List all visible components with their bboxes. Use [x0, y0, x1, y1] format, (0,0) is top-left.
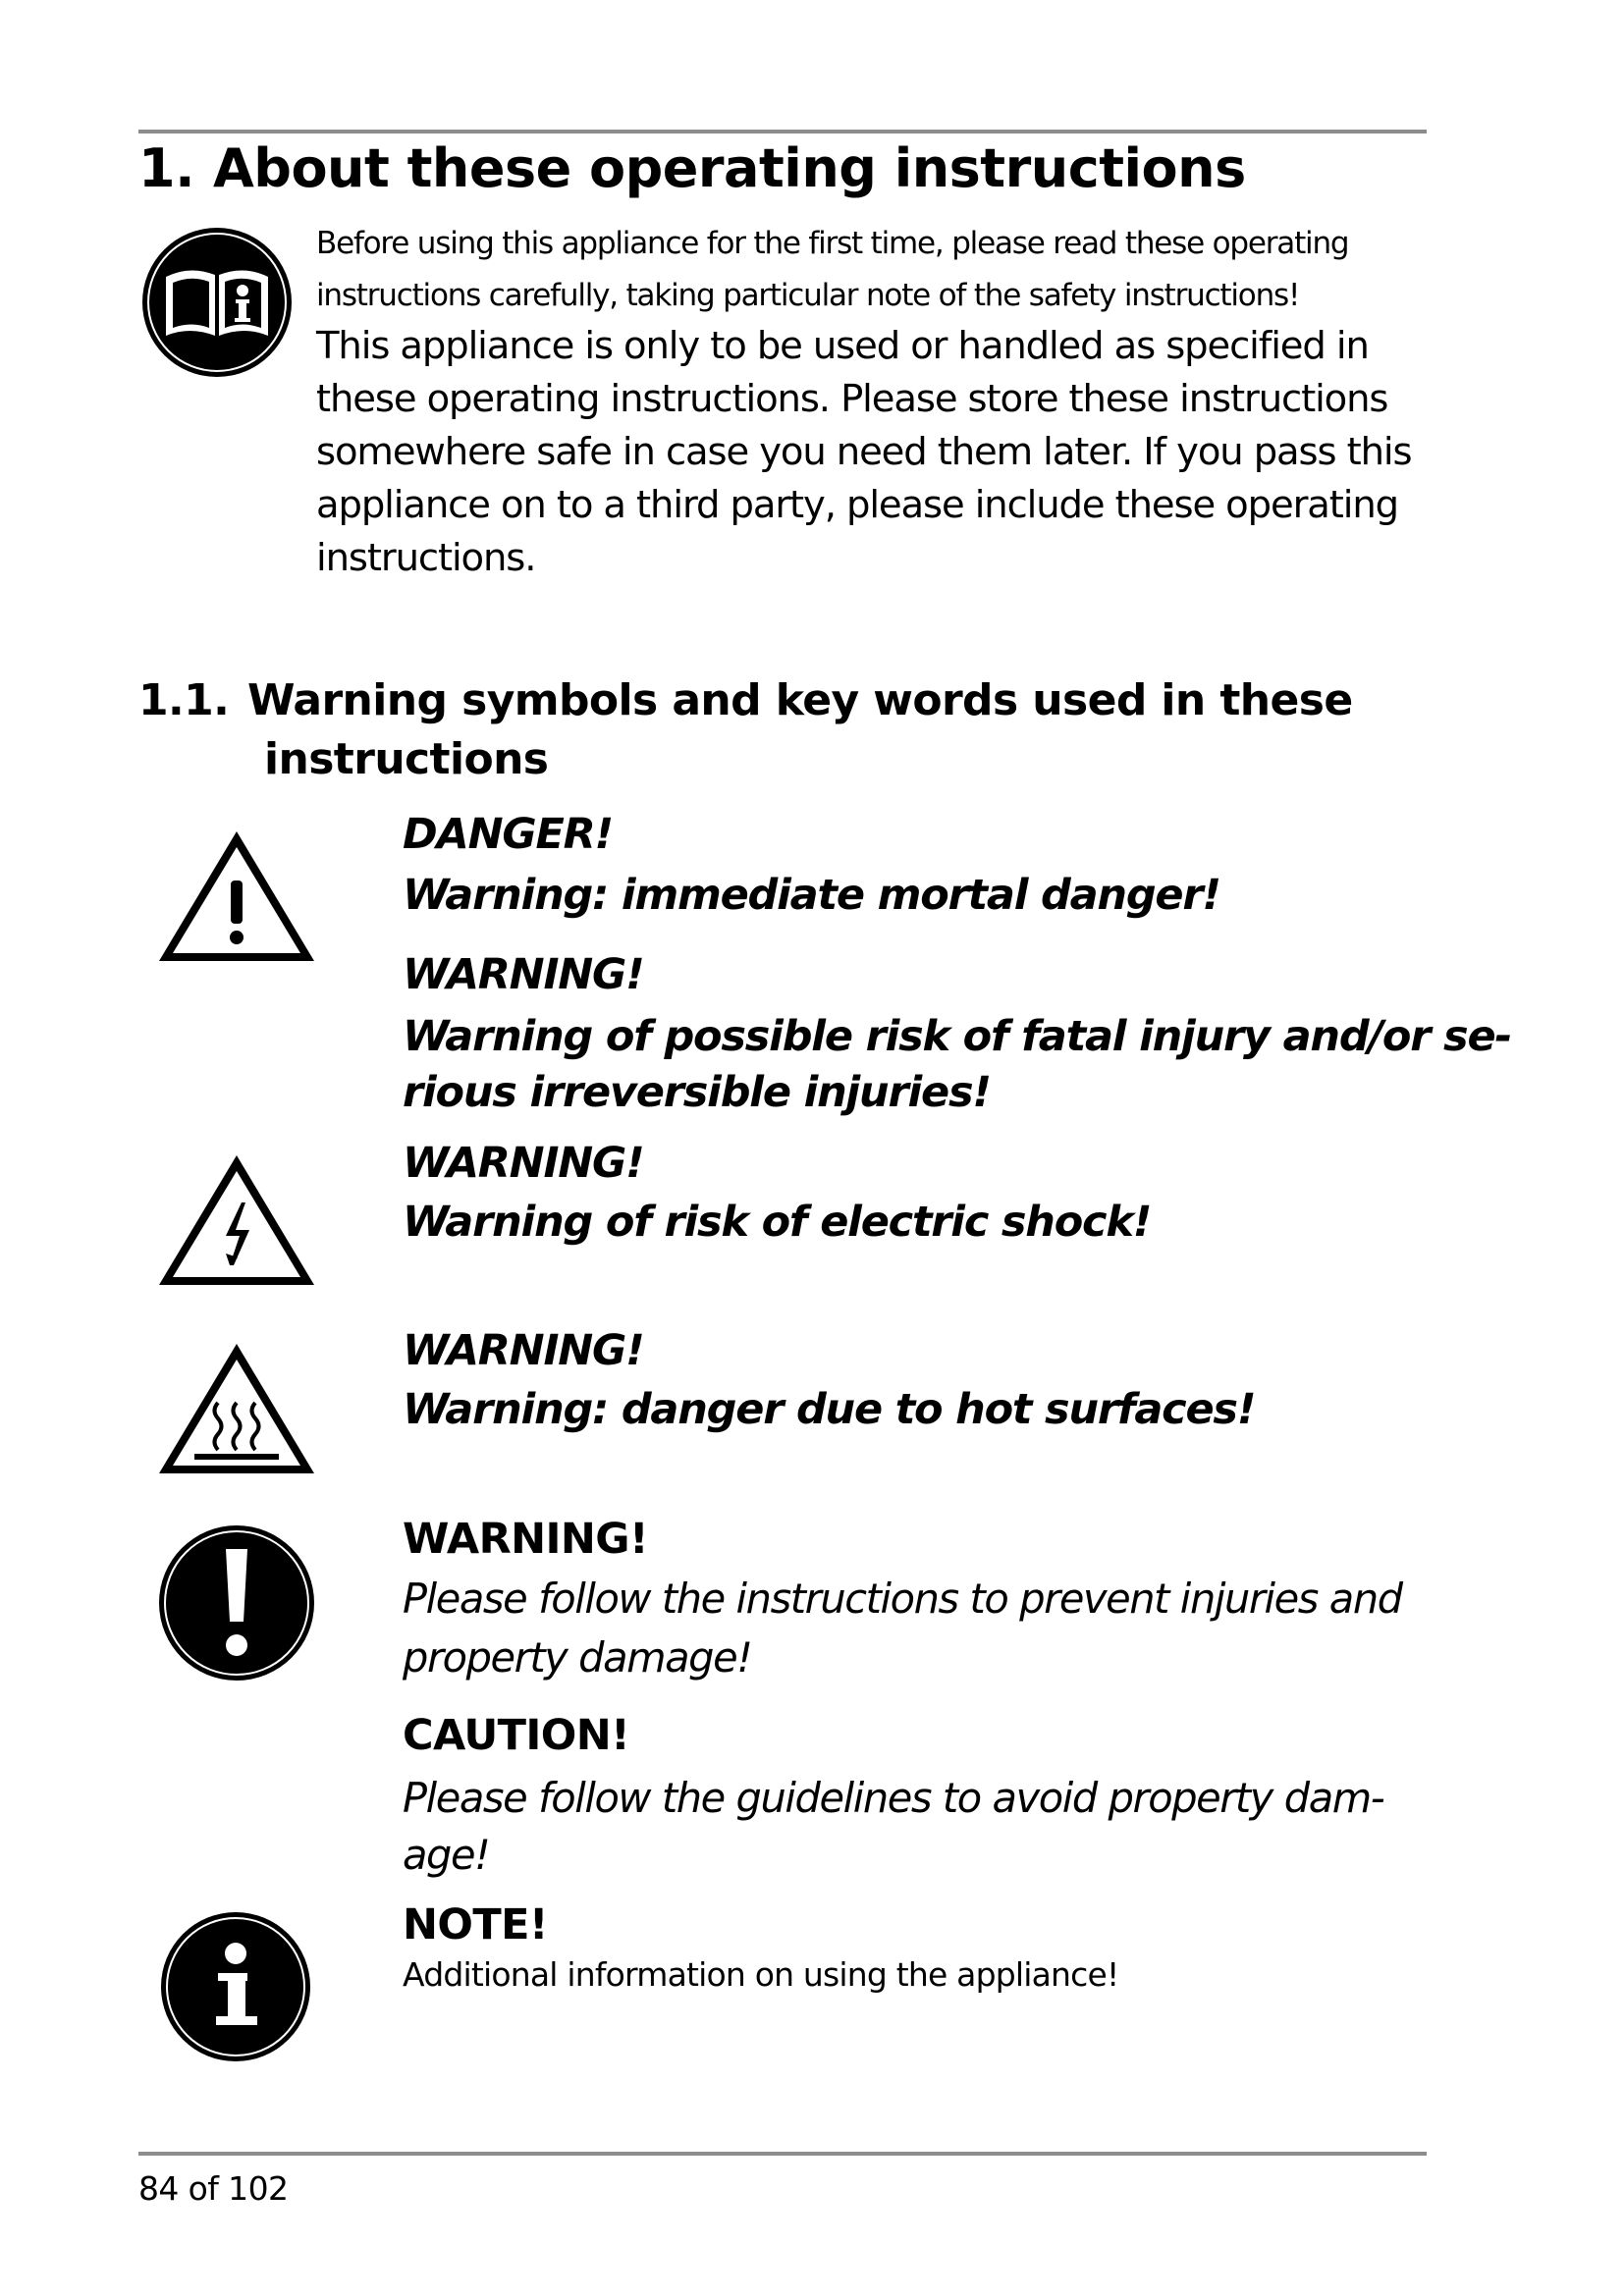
- exclamation-circle-icon: [157, 1523, 320, 1682]
- warning-text-line2: rious irreversible injuries!: [403, 1068, 991, 1117]
- subsection-number: 1.1.: [138, 675, 230, 725]
- electric-warning-text: Warning of risk of electric shock!: [403, 1198, 1152, 1247]
- warning-keyword: WARNING!: [403, 950, 644, 999]
- note-text: Additional information on using the appliance!: [403, 1955, 1119, 1994]
- general-warning-text-line1: Please follow the instructions to prevent injuries and: [403, 1575, 1402, 1623]
- read-manual-icon: [140, 226, 294, 379]
- page-number: 84 of 102: [138, 2169, 289, 2208]
- danger-keyword: DANGER!: [403, 810, 613, 859]
- subsection-heading: [138, 671, 1435, 789]
- note-keyword: NOTE!: [403, 1900, 548, 1949]
- bottom-divider: [138, 2152, 1427, 2156]
- danger-text: Warning: immediate mortal danger!: [403, 871, 1220, 920]
- general-warning-keyword: WARNING!: [403, 1515, 648, 1564]
- caution-text-line1: Please follow the guidelines to avoid property dam-: [403, 1774, 1384, 1822]
- hot-surface-text: Warning: danger due to hot surfaces!: [403, 1385, 1256, 1434]
- hot-surface-keyword: WARNING!: [403, 1326, 644, 1375]
- section-heading: [138, 137, 1246, 199]
- subsection-title-line1: Warning symbols and key words used in these: [247, 675, 1353, 725]
- section-title: About these operating instructions: [213, 137, 1246, 199]
- warning-text-line1: Warning of possible risk of fatal injury and/or se-: [403, 1012, 1512, 1061]
- intro-paragraph: This appliance is only to be used or handled as specified in these operating instructions. Please store these instructions somewhere safe in case you need them later. If you pass this appliance on to a third party, please include these operating instructions.: [316, 324, 1412, 580]
- electric-shock-warning-icon: [155, 1151, 318, 1289]
- caution-keyword: CAUTION!: [403, 1711, 630, 1760]
- general-warning-text-line2: property damage!: [403, 1633, 752, 1682]
- section-number: 1.: [138, 137, 195, 199]
- info-circle-icon: [159, 1910, 322, 2063]
- electric-warning-keyword: WARNING!: [403, 1139, 644, 1188]
- intro-safety-note: Before using this appliance for the first time, please read these operating instructions carefully, taking particular note of the safety instructions!: [316, 226, 1349, 313]
- subsection-title-line2: instructions: [264, 734, 549, 784]
- general-warning-triangle-icon: [155, 828, 318, 965]
- hot-surface-warning-icon: [155, 1340, 318, 1477]
- caution-text-line2: age!: [403, 1831, 490, 1879]
- top-divider: [138, 130, 1427, 133]
